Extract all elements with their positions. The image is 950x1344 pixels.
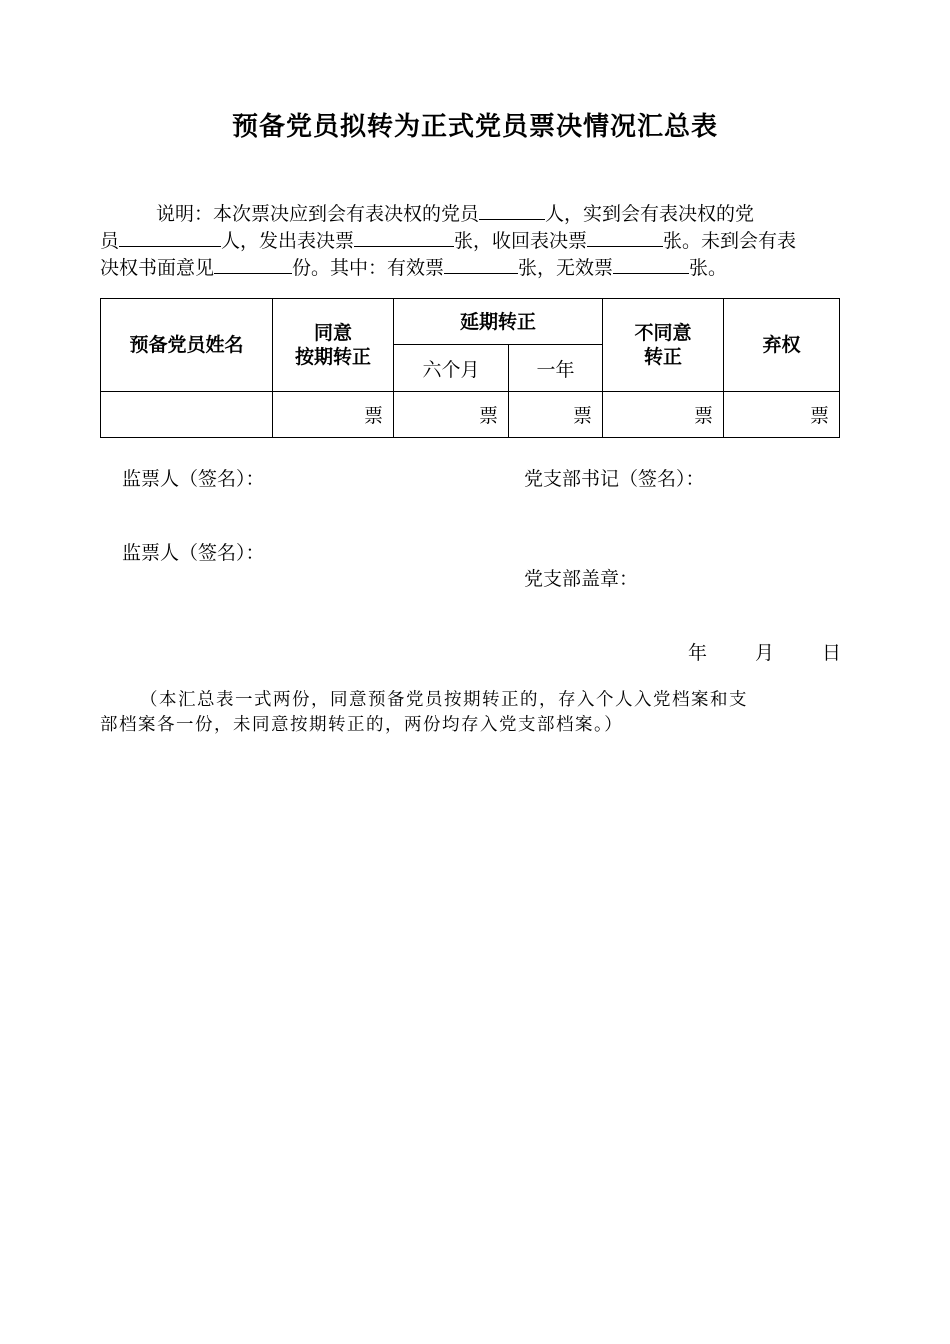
cell-agree-votes[interactable]: 票 — [273, 392, 394, 438]
written-opinions-blank[interactable] — [214, 254, 292, 274]
monitor-signature-2[interactable]: 监票人（签名）： — [122, 542, 265, 564]
intro-text: 人，实到会有表决权的党 — [545, 203, 755, 225]
issued-ballots-blank[interactable] — [354, 227, 454, 247]
intro-text: 张。 — [689, 257, 728, 279]
date-year: 年 — [688, 642, 708, 664]
present-members-blank[interactable] — [119, 227, 221, 247]
header-agree-line1: 同意 — [313, 322, 352, 344]
intro-text: 张。未到会有表 — [663, 230, 797, 252]
header-delay-1-year: 一年 — [509, 345, 603, 392]
header-disagree-line2: 转正 — [644, 346, 683, 368]
intro-text: 员 — [100, 230, 120, 252]
cell-delay-6m-votes[interactable]: 票 — [394, 392, 509, 438]
cell-delay-1y-votes[interactable]: 票 — [509, 392, 603, 438]
header-disagree — [603, 299, 724, 392]
header-agree-line2: 按期转正 — [294, 346, 371, 368]
intro-text: 人，发出表决票 — [221, 230, 355, 252]
footnote-line-1: （本汇总表一式两份，同意预备党员按期转正的，存入个人入党档案和支 — [140, 690, 748, 710]
header-abstain: 弃权 — [724, 299, 840, 392]
intro-paragraph — [100, 200, 845, 281]
date-day: 日 — [822, 642, 842, 664]
collected-ballots-blank[interactable] — [587, 227, 663, 247]
intro-text: 决权书面意见 — [100, 257, 215, 279]
expected-members-blank[interactable] — [479, 200, 545, 220]
intro-text: 张，无效票 — [518, 257, 614, 279]
branch-seal[interactable]: 党支部盖章： — [524, 568, 639, 590]
page-title: 预备党员拟转为正式党员票决情况汇总表 — [231, 112, 718, 142]
header-delay: 延期转正 — [394, 299, 603, 345]
header-disagree-line1: 不同意 — [634, 322, 692, 344]
footnote-line-2: 部档案各一份，未同意按期转正的，两份均存入党支部档案。） — [100, 715, 624, 735]
header-name: 预备党员姓名 — [101, 299, 273, 392]
header-agree — [273, 299, 394, 392]
intro-text: 张，收回表决票 — [454, 230, 588, 252]
valid-ballots-blank[interactable] — [444, 254, 518, 274]
cell-disagree-votes[interactable]: 票 — [603, 392, 724, 438]
intro-text: 份。其中：有效票 — [292, 257, 445, 279]
secretary-signature[interactable]: 党支部书记（签名）： — [524, 468, 705, 490]
intro-text: 说明：本次票决应到会有表决权的党员 — [156, 203, 480, 225]
cell-abstain-votes[interactable]: 票 — [724, 392, 840, 438]
header-delay-6-months: 六个月 — [394, 345, 509, 392]
date-month: 月 — [755, 642, 775, 664]
monitor-signature-1[interactable]: 监票人（签名）： — [122, 468, 265, 490]
vote-summary-table — [100, 298, 840, 438]
invalid-ballots-blank[interactable] — [613, 254, 689, 274]
footnote — [100, 688, 845, 738]
cell-member-name[interactable] — [101, 392, 273, 438]
